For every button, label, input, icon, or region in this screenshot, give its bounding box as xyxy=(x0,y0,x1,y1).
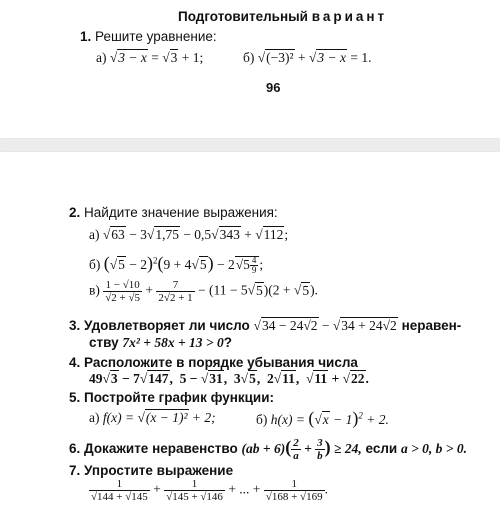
problem-4-heading xyxy=(69,355,358,370)
page-96 xyxy=(0,0,500,138)
problem-1-number: 1. xyxy=(80,29,92,44)
problem-7-text: Упростите выражение xyxy=(84,463,234,478)
problem-2-a: а) √63 − 3√1,75 − 0,5√343 + √112; xyxy=(89,227,289,242)
problem-2-heading xyxy=(69,205,278,220)
problem-3-number: 3. xyxy=(69,318,81,333)
page-number: 96 xyxy=(266,80,281,95)
title-word-2: вариант xyxy=(311,9,388,24)
problem-2-b: б) $(√5 - 2)^2(9 + 4√5) - 2√5$ $\frac{4}{9}$ ; xyxy=(89,253,264,276)
problem-7-number: 7. xyxy=(69,463,81,478)
problem-5-a: а) f(x) = √(x − 1)² + 2; xyxy=(89,410,216,425)
problem-3-line-1: 3. Удовлетворяет ли число √34 − 24√2 − √34 + 24√2 неравен- xyxy=(69,318,462,333)
problem-6-number: 6. xyxy=(69,441,81,456)
problem-7-expression: $\frac{1}{√144 + √145}$ + $\frac{1}{√145 + √146}$ + ... + $\frac{1}{√168 + √169}$ . xyxy=(91,478,328,503)
problem-4-numbers: 49√3 − 7√147, 5 − √31, 3√5, 2√11, √11 + √22. xyxy=(89,371,369,386)
problem-1-text: Решите уравнение: xyxy=(95,29,217,44)
problem-2-number: 2. xyxy=(69,205,81,220)
title-word-1: Подготовительный xyxy=(178,9,308,24)
page-97 xyxy=(0,152,500,514)
problem-5-number: 5. xyxy=(69,390,81,405)
problem-5-b: б) $h(x) = (√x - 1)^2 + 2$. xyxy=(256,408,389,428)
problem-5-heading xyxy=(69,390,274,405)
problem-4-text: Расположите в порядке убывания числа xyxy=(84,355,358,370)
problem-6: 6. Докажите неравенство (ab + 6)( $\frac{2}{a}$ + $\frac{3}{b}$ ) ≥ 24, если a > 0, b > 0. xyxy=(69,437,467,463)
problem-2-v: в) $\frac{1 - √10}{√2 + √5}$ + $\frac{7}{2√2 + 1}$ − (11 − 5√5)(2 + √5). xyxy=(89,279,318,304)
problem-3-line-2: ству 7x² + 58x + 13 > 0? xyxy=(89,335,232,350)
variant-title xyxy=(178,9,387,24)
problem-5-text: Постройте график функции: xyxy=(84,390,275,405)
problem-4-number: 4. xyxy=(69,355,81,370)
problem-1-b: б) √(−3)² + √3 − x = 1. xyxy=(243,50,372,65)
problem-7-heading xyxy=(69,463,233,478)
problem-1-a: а) √3 − x = √3 + 1; xyxy=(96,50,204,65)
problem-2-text: Найдите значение выражения: xyxy=(84,205,278,220)
problem-1-heading xyxy=(80,29,217,44)
